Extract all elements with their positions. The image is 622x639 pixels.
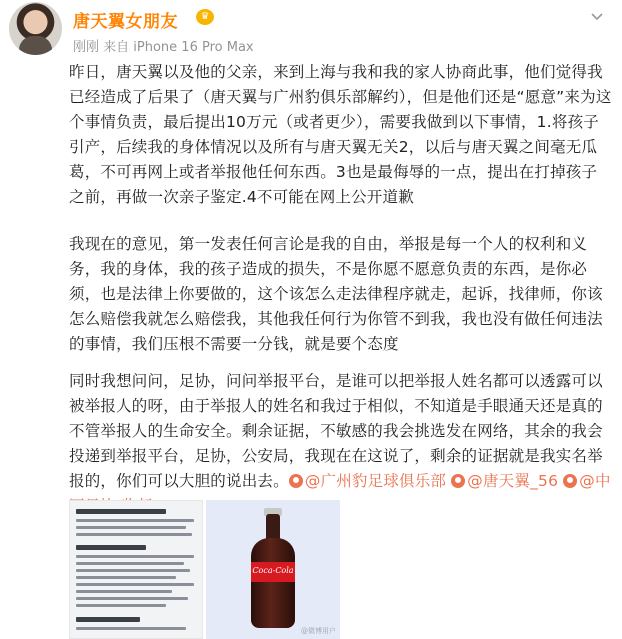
post-paragraph-1: 昨日，唐天翼以及他的父亲，来到上海与我和我的家人协商此事，他们觉得我已经造成了后果了（唐天翼与广州豹俱乐部解约），但是他们还是“愿意”来为这个事情负责，最后提出10万元（或者更少），需要我做到以下事情，1.将孩子引产，后续我的身体情况以及所有与唐天翼无关2，以后与唐天翼之间毫无瓜葛，不可再网上或者举报他任何东西。3也是最侮辱的一点，提出在打掉孩子之前，再做一次亲子鉴定.4不可能在网上公开道歉	[69, 63, 612, 206]
crown-icon: ♛	[196, 9, 214, 25]
post-source: 来自 iPhone 16 Pro Max	[103, 40, 254, 55]
post-image-document[interactable]	[69, 500, 203, 639]
user-mention-icon	[451, 474, 465, 488]
mention-cfa[interactable]: @中	[69, 472, 611, 515]
post-header	[0, 0, 622, 64]
mention-tang-tianyi[interactable]: @唐天翼_56	[451, 472, 558, 490]
post-image-cola-bottle[interactable]	[206, 500, 340, 639]
post-time: 刚刚	[73, 40, 100, 55]
mention-guangzhou-club[interactable]: @广州豹足球俱乐部	[289, 472, 446, 490]
author-name[interactable]: 唐天翼女朋友	[73, 12, 178, 32]
post-meta	[73, 36, 254, 55]
user-mention-icon	[289, 474, 303, 488]
image-watermark: @微博用户	[301, 627, 336, 635]
post-paragraph-3-text: 同时我想问问，足协，问问举报平台，是谁可以把举报人姓名都可以透露可以被举报人的呀，由于举报人的姓名和我过于相似，不知道是手眼通天还是真的不管举报人的生命安全。剩余证据，不敏感的我会挑选发在网络，其余的我会投递到举报平台，足协，公安局，我现在在这说了，剩余的证据就是我实名举报的，你们可以大胆的说出去。	[69, 372, 603, 490]
user-mention-icon	[563, 474, 577, 488]
post-paragraph-3	[69, 369, 612, 519]
chevron-down-icon[interactable]	[590, 10, 604, 24]
post-paragraph-2: 我现在的意见，第一发表任何言论是我的自由，举报是每一个人的权利和义务，我的身体，我的孩子造成的损失，不是你愿不愿意负责的东西，是你必须，也是法律上你要做的，这个该怎么走法律程序就走，起诉，找律师，你该怎么赔偿我就怎么赔偿我，其他我任何行为你管不到我，我也没有做任何违法的事情，我们压根不需要一分钱，就是要个态度	[69, 235, 603, 353]
bottle-label-text: Coca-Cola	[252, 566, 294, 575]
avatar[interactable]	[9, 2, 62, 55]
